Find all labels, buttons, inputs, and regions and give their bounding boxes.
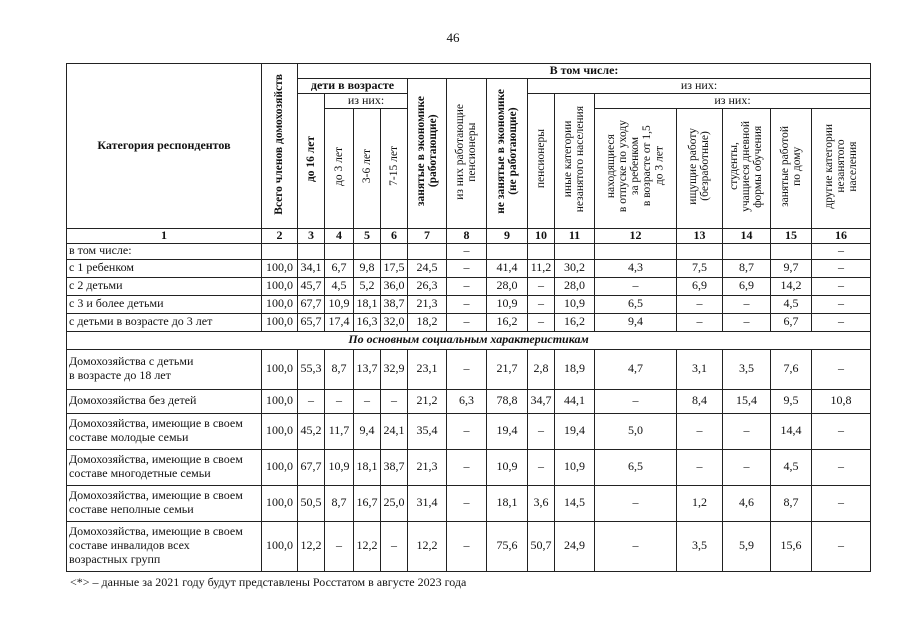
table-cell: 8,7 [723, 259, 771, 277]
table-cell: 10,9 [555, 449, 595, 485]
col-index: 15 [771, 228, 812, 243]
table-cell: 28,0 [555, 277, 595, 295]
col-index: 3 [298, 228, 325, 243]
header-of-them-2: из них: [528, 78, 871, 93]
table-cell: 9,8 [354, 259, 381, 277]
col-index: 11 [555, 228, 595, 243]
table-cell: – [677, 413, 723, 449]
intro-row [67, 243, 871, 259]
table-cell: 15,6 [771, 521, 812, 571]
table-cell: 67,7 [298, 295, 325, 313]
table-cell: – [812, 413, 871, 449]
header-employed: занятые в экономике (работающие) [408, 78, 447, 228]
table-cell: 12,2 [408, 521, 447, 571]
table-cell: 34,7 [528, 389, 555, 413]
footnote: <*> – данные за 2021 году будут представлены Росстатом в августе 2023 года [70, 575, 467, 589]
col-index: 6 [381, 228, 408, 243]
table-cell: 8,7 [325, 485, 354, 521]
table-cell: 19,4 [487, 413, 528, 449]
row-label: Домохозяйства, имеющие в своем составе многодетные семьи [67, 449, 262, 485]
rows-group-a [67, 259, 871, 331]
col-index: 9 [487, 228, 528, 243]
table-cell: – [723, 413, 771, 449]
table-cell: 28,0 [487, 277, 528, 295]
table-cell: – [812, 295, 871, 313]
header-job-seekers: ищущие работу (безработные) [677, 108, 723, 228]
table-row [67, 277, 871, 295]
table-cell: 10,9 [325, 449, 354, 485]
intro-label: в том числе: [67, 243, 262, 259]
header-of-them-3: из них: [595, 93, 871, 108]
header-pensioners: пенсионеры [528, 93, 555, 228]
table-cell: 65,7 [298, 313, 325, 331]
table-cell: 11,7 [325, 413, 354, 449]
table-cell: 3,5 [677, 521, 723, 571]
table-cell: – [812, 313, 871, 331]
table-cell: 14,5 [555, 485, 595, 521]
header-children-age: дети в возрасте [298, 78, 408, 93]
table-cell: 55,3 [298, 349, 325, 389]
table-cell: 17,5 [381, 259, 408, 277]
table-cell: 100,0 [262, 313, 298, 331]
table-cell: 4,7 [595, 349, 677, 389]
table-cell: 24,9 [555, 521, 595, 571]
table-row [67, 349, 871, 389]
table-cell: 50,7 [528, 521, 555, 571]
table-cell: 100,0 [262, 521, 298, 571]
table-cell: – [595, 389, 677, 413]
table-cell: 10,9 [325, 295, 354, 313]
table-cell: 6,5 [595, 449, 677, 485]
table-cell: 9,7 [771, 259, 812, 277]
table-cell: 21,3 [408, 449, 447, 485]
table-cell: – [447, 295, 487, 313]
table-cell: 38,7 [381, 295, 408, 313]
table-cell: – [447, 259, 487, 277]
table-cell: 5,9 [723, 521, 771, 571]
table-row [67, 295, 871, 313]
row-label: с 2 детьми [67, 277, 262, 295]
table-cell: 9,4 [354, 413, 381, 449]
table-cell: 35,4 [408, 413, 447, 449]
table-cell: – [528, 313, 555, 331]
table-cell: 5,0 [595, 413, 677, 449]
table-cell: – [812, 277, 871, 295]
table-cell: 10,9 [487, 449, 528, 485]
table-cell: 10,9 [555, 295, 595, 313]
table-cell: – [812, 485, 871, 521]
table-cell: – [447, 349, 487, 389]
table-cell: 6,5 [595, 295, 677, 313]
row-label: Домохозяйства, имеющие в своем составе инвалидов всех возрастных групп [67, 521, 262, 571]
table-cell: 100,0 [262, 277, 298, 295]
table-cell: 17,4 [325, 313, 354, 331]
col-index: 2 [262, 228, 298, 243]
table-cell: 32,9 [381, 349, 408, 389]
table-cell: 18,2 [408, 313, 447, 331]
table-cell: 14,2 [771, 277, 812, 295]
table-cell: 14,4 [771, 413, 812, 449]
table-cell: 44,1 [555, 389, 595, 413]
table-cell: 78,8 [487, 389, 528, 413]
table-cell: 19,4 [555, 413, 595, 449]
table-row [67, 449, 871, 485]
header-working-pensioners: из них работающие пенсионеры [447, 78, 487, 228]
header-parental-leave: находящиеся в отпуске по уходу за ребенком в возрасте от 1,5 до 3 лет [595, 108, 677, 228]
table-cell: 100,0 [262, 259, 298, 277]
table-cell: – [595, 485, 677, 521]
header-students: студенты, учащиеся дневной формы обучения [723, 108, 771, 228]
table-cell: 45,2 [298, 413, 325, 449]
table-cell: 41,4 [487, 259, 528, 277]
col-index: 16 [812, 228, 871, 243]
table-cell: – [812, 521, 871, 571]
table-cell: – [447, 485, 487, 521]
table-cell: 5,2 [354, 277, 381, 295]
table-cell: 9,5 [771, 389, 812, 413]
table-cell: 100,0 [262, 413, 298, 449]
row-label: Домохозяйства с детьми в возрасте до 18 лет [67, 349, 262, 389]
table-cell: – [325, 389, 354, 413]
row-label: с детьми в возрасте до 3 лет [67, 313, 262, 331]
table-cell: 18,1 [354, 449, 381, 485]
table-cell: 8,4 [677, 389, 723, 413]
col-index: 10 [528, 228, 555, 243]
table-cell: 100,0 [262, 349, 298, 389]
table-cell: – [677, 449, 723, 485]
table-cell: 6,7 [771, 313, 812, 331]
table-cell: 34,1 [298, 259, 325, 277]
col-index: 5 [354, 228, 381, 243]
table-cell: 100,0 [262, 295, 298, 313]
table-cell: 4,6 [723, 485, 771, 521]
table-cell: 38,7 [381, 449, 408, 485]
table-cell: 13,7 [354, 349, 381, 389]
col-index: 8 [447, 228, 487, 243]
table-cell: 16,3 [354, 313, 381, 331]
table-cell: – [447, 521, 487, 571]
header-total-members: Всего членов домохозяйств [262, 64, 298, 229]
table-cell: 16,2 [487, 313, 528, 331]
table-cell: 10,9 [487, 295, 528, 313]
table-cell: 11,2 [528, 259, 555, 277]
header-other-unemployed: иные категории незанятого населения [555, 93, 595, 228]
table-cell: 50,5 [298, 485, 325, 521]
header-under3: до 3 лет [325, 108, 354, 228]
table-cell: 7,5 [677, 259, 723, 277]
header-age3-6: 3-6 лет [354, 108, 381, 228]
table-cell: 12,2 [298, 521, 325, 571]
table-cell: 23,1 [408, 349, 447, 389]
table-cell: – [381, 521, 408, 571]
table-cell: – [723, 295, 771, 313]
table-cell: – [528, 277, 555, 295]
table-cell: 3,6 [528, 485, 555, 521]
table-cell: 6,3 [447, 389, 487, 413]
row-label: Домохозяйства, имеющие в своем составе молодые семьи [67, 413, 262, 449]
table-row [67, 313, 871, 331]
table-cell: 4,5 [771, 295, 812, 313]
table-cell: – [528, 413, 555, 449]
section-title: По основным социальным характеристикам [67, 331, 871, 349]
table-row [67, 259, 871, 277]
col-index: 1 [67, 228, 262, 243]
table-cell: – [595, 277, 677, 295]
table-cell: 100,0 [262, 449, 298, 485]
col-index: 14 [723, 228, 771, 243]
table-cell: 18,1 [487, 485, 528, 521]
page-number: 46 [446, 30, 460, 45]
table-cell: 25,0 [381, 485, 408, 521]
table-cell: – [812, 449, 871, 485]
table-cell: 3,5 [723, 349, 771, 389]
table-cell: 18,1 [354, 295, 381, 313]
rows-group-b [67, 349, 871, 571]
table-cell: – [298, 389, 325, 413]
header-homemakers: занятые работой по дому [771, 108, 812, 228]
table-row [67, 521, 871, 571]
table-cell: 6,7 [325, 259, 354, 277]
table-cell: – [447, 449, 487, 485]
table-cell: 32,0 [381, 313, 408, 331]
table-cell: 31,4 [408, 485, 447, 521]
table-cell: 1,2 [677, 485, 723, 521]
header-category: Категория респондентов [67, 64, 262, 229]
intro-c8: – [447, 243, 487, 259]
table-cell: – [812, 349, 871, 389]
row-label: Домохозяйства без детей [67, 389, 262, 413]
table-cell: – [447, 277, 487, 295]
column-index-row [67, 228, 871, 243]
table-cell: 4,3 [595, 259, 677, 277]
header-age7-15: 7-15 лет [381, 108, 408, 228]
table-cell: – [812, 259, 871, 277]
statistics-table [66, 63, 871, 572]
table-cell: – [447, 313, 487, 331]
row-label: с 1 ребенком [67, 259, 262, 277]
header-in-that-number: В том числе: [298, 64, 871, 79]
table-cell: 9,4 [595, 313, 677, 331]
table-cell: 26,3 [408, 277, 447, 295]
table-cell: – [723, 449, 771, 485]
table-cell: – [447, 413, 487, 449]
header-of-them-1: из них: [325, 93, 408, 108]
table-cell: 16,7 [354, 485, 381, 521]
table-cell: – [677, 313, 723, 331]
table-cell: 21,7 [487, 349, 528, 389]
table-cell: 3,1 [677, 349, 723, 389]
table-cell: 7,6 [771, 349, 812, 389]
table-cell: 21,3 [408, 295, 447, 313]
row-label: Домохозяйства, имеющие в своем составе неполные семьи [67, 485, 262, 521]
table-cell: 21,2 [408, 389, 447, 413]
table-cell: 4,5 [771, 449, 812, 485]
col-index: 7 [408, 228, 447, 243]
table-cell: 8,7 [771, 485, 812, 521]
col-index: 12 [595, 228, 677, 243]
col-index: 13 [677, 228, 723, 243]
row-label: с 3 и более детьми [67, 295, 262, 313]
table-cell: 12,2 [354, 521, 381, 571]
table-cell: 30,2 [555, 259, 595, 277]
table-cell: 67,7 [298, 449, 325, 485]
table-cell: 4,5 [325, 277, 354, 295]
table-cell: 45,7 [298, 277, 325, 295]
table-cell: 24,1 [381, 413, 408, 449]
table-cell: 100,0 [262, 389, 298, 413]
header-under16: до 16 лет [298, 93, 325, 228]
col-index: 4 [325, 228, 354, 243]
table-cell: 75,6 [487, 521, 528, 571]
table-cell: 18,9 [555, 349, 595, 389]
table-cell: – [595, 521, 677, 571]
table-cell: – [354, 389, 381, 413]
table-cell: 2,8 [528, 349, 555, 389]
table-row [67, 413, 871, 449]
table-cell: 6,9 [677, 277, 723, 295]
intro-c16: – [812, 243, 871, 259]
table-cell: 15,4 [723, 389, 771, 413]
table-cell: – [325, 521, 354, 571]
header-other-categories: другие категории незанятого населения [812, 108, 871, 228]
table-row [67, 485, 871, 521]
table-cell: 8,7 [325, 349, 354, 389]
table-cell: – [677, 295, 723, 313]
table-cell: 36,0 [381, 277, 408, 295]
table-cell: 16,2 [555, 313, 595, 331]
table-cell: – [381, 389, 408, 413]
table-cell: – [528, 295, 555, 313]
table-row [67, 389, 871, 413]
header-not-employed: не занятые в экономике (не работающие) [487, 78, 528, 228]
table-cell: 10,8 [812, 389, 871, 413]
table-cell: – [723, 313, 771, 331]
table-cell: 24,5 [408, 259, 447, 277]
table-cell: 6,9 [723, 277, 771, 295]
table-cell: 100,0 [262, 485, 298, 521]
table-cell: – [528, 449, 555, 485]
